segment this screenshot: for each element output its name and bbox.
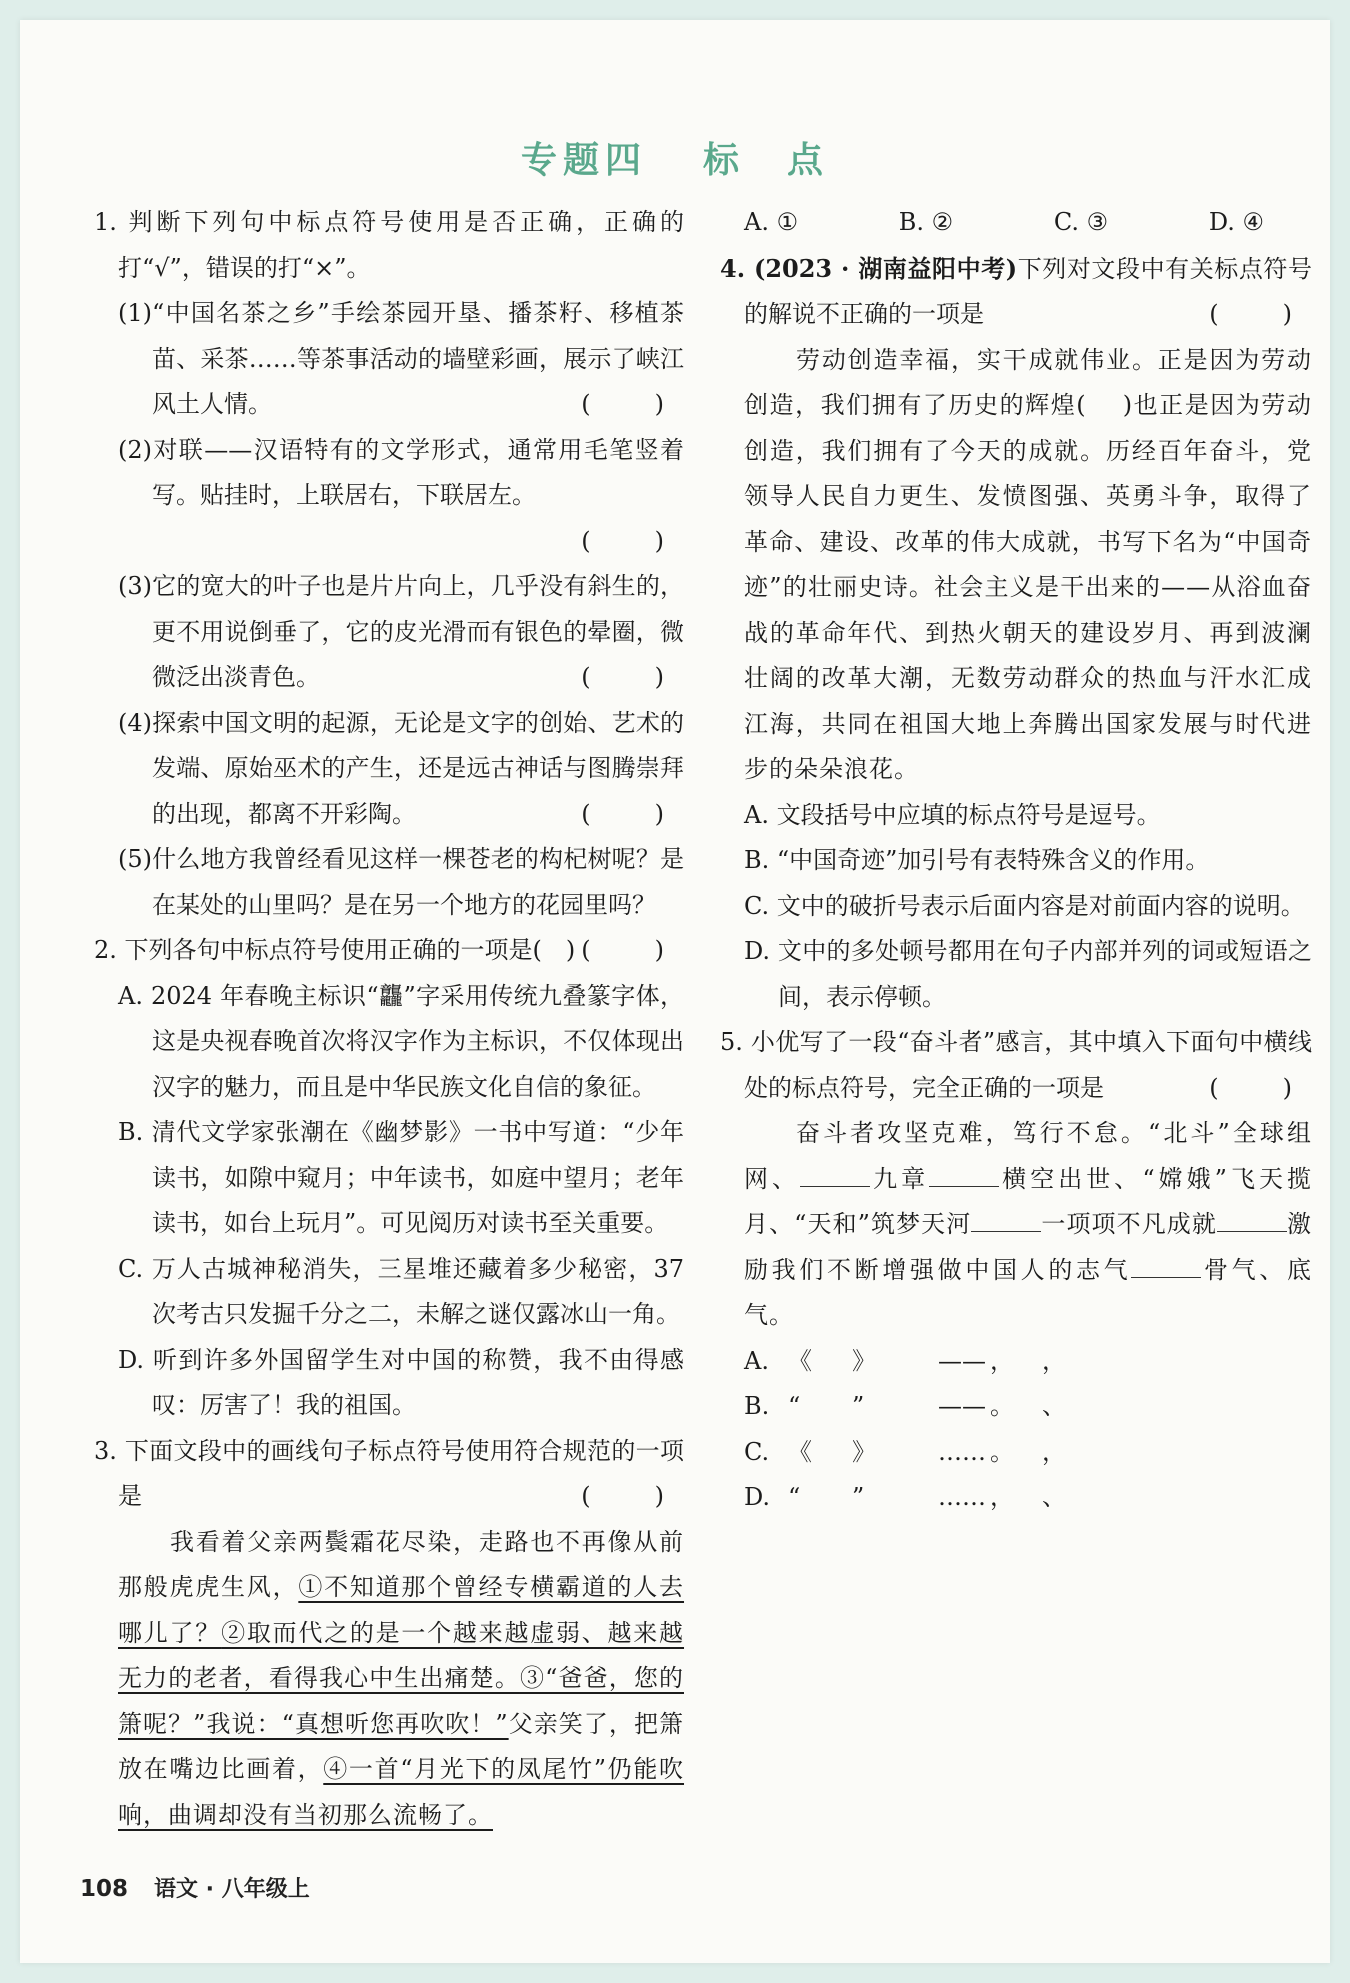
q5-option-a: A. 《 》 —— ， ，: [744, 1346, 1066, 1375]
q2-stem: 2. 下列各句中标点符号使用正确的一项是( ): [94, 936, 576, 964]
q2-option-a: A. 2024 年春晚主标识“龘”字采用传统九叠篆字体，这是央视春晚首次将汉字作为主标识，不仅体现出汉字的魅力，而且是中华民族文化自信的象征。: [118, 981, 684, 1101]
q3-sentence-2: ②取而代之的是一个越来越虚弱、越来越无力的老者，看得我心中生出痛楚。: [118, 1618, 685, 1692]
q4-option-b: B. “中国奇迹”加引号有表特殊含义的作用。: [744, 846, 1210, 874]
q3-choices: [720, 200, 1264, 246]
q5-blank-3: [971, 1209, 1041, 1232]
q5-option-b: B. “ ” —— 。 、: [744, 1392, 1066, 1420]
title-subject: 标 点: [703, 139, 830, 181]
q3-choice-b: B. ②: [898, 208, 954, 236]
q4-option-d: D. 文中的多处顿号都用在句子内部并列的词或短语之间，表示停顿。: [744, 937, 1312, 1011]
left-column: [94, 200, 684, 1838]
q3-choice-d: D. ④: [1208, 208, 1264, 236]
q5-blank-4: [1217, 1209, 1287, 1232]
q2-option-b: B. 清代文学家张潮在《幽梦影》一书中写道：“少年读书，如隙中窥月；中年读书，如庭中望月；老年读书，如台上玩月”。可见阅历对读书至关重要。: [118, 1118, 684, 1237]
title-topic: 专题四: [520, 139, 647, 181]
q4-option-a: A. 文段括号中应填的标点符号是逗号。: [744, 800, 1161, 829]
q5-blank-5: [1131, 1255, 1201, 1278]
book-title: 语文 · 八年级上: [154, 1877, 310, 1902]
q5-option-c: C. 《 》 …… 。 ，: [744, 1437, 1066, 1466]
q1-item-1: (1)“中国名茶之乡”手绘茶园开垦、播茶籽、移植茶苗、采茶……等茶事活动的墙壁彩画，展示了峡江风土人情。 ( ): [118, 299, 684, 418]
q1-item-5: (5)什么地方我曾经看见这样一棵苍老的构杞树呢？是在某处的山里吗？是在另一个地方的花园里吗？ ( ): [118, 845, 684, 964]
q1-item-4: (4)探索中国文明的起源，无论是文字的创始、艺术的发端、原始巫术的产生，还是远古神话与图腾崇拜的出现，都离不开彩陶。 ( ): [118, 708, 684, 828]
q5-passage: 奋斗者攻坚克难，笃行不怠。“北斗”全球组网、 九章 横空出世、“嫦娥”飞天揽月、“天和”筑梦天河 一项项不凡成就 激励我们不断增强做中国人的志气 骨气、底气。: [744, 1119, 1313, 1329]
q5-blank-2: [929, 1164, 999, 1187]
q5-option-d: D. “ ” …… ， 、: [744, 1483, 1066, 1511]
q2-option-d: D. 听到许多外国留学生对中国的称赞，我不由得感叹：厉害了！我的祖国。: [118, 1345, 684, 1419]
right-column: [720, 200, 1312, 1521]
q3-sentence-1: ①不知道那个曾经专横霸道的人去哪儿了？: [118, 1573, 685, 1647]
page-number: 108: [80, 1876, 129, 1902]
q1-item-3: (3)它的宽大的叶子也是片片向上，几乎没有斜生的，更不用说倒垂了，它的皮光滑而有银色的晕圈，微微泛出淡青色。 ( ): [118, 572, 684, 691]
q3-choice-a: A. ①: [744, 208, 799, 236]
q4-passage: 劳动创造幸福，实干成就伟业。正是因为劳动创造，我们拥有了历史的辉煌( )也正是因为劳动创造，我们拥有了今天的成就。历经百年奋斗，党领导人民自力更生、发愤图强、英勇斗争，取得了革命、建设、改革的伟大成就，书写下名为“中国奇迹”的壮丽史诗。社会主义是干出来的——从浴血奋战的革命年代、到热火朝天的建设岁月、再到波澜壮阔的改革大潮，无数劳动群众的热血与汗水汇成江海，共同在祖国大地上奔腾出国家发展与时代进步的朵朵浪花。: [744, 345, 1312, 783]
page-title: [20, 132, 1330, 183]
q5-options: [720, 1339, 1312, 1521]
page-footer: [80, 1872, 310, 1903]
q3-sentence-3: ③“爸爸，您的箫呢？”我说：“真想听您再吹吹！”: [118, 1664, 684, 1738]
q3-passage: 我看着父亲两鬓霜花尽染，走路也不再像从前那般虎虎生风，①不知道那个曾经专横霸道的人去哪儿了？②取而代之的是一个越来越虚弱、越来越无力的老者，看得我心中生出痛楚。③“爸爸，您的箫呢？”我说：“真想听您再吹吹！”父亲笑了，把箫放在嘴边比画着，④一首“月光下的凤尾竹”仍能吹响，曲调却没有当初那么流畅了。: [118, 1527, 685, 1829]
q5-blank-1: [800, 1164, 870, 1187]
q4-stem: 4. (2023 · 湖南益阳中考)下列对文段中有关标点符号的解说不正确的一项是 ( ): [720, 253, 1313, 328]
q3-choice-c: C. ③: [1053, 208, 1109, 236]
q4-option-c: C. 文中的破折号表示后面内容是对前面内容的说明。: [744, 891, 1305, 920]
q1-stem: 1. 判断下列句中标点符号使用是否正确，正确的打“√”，错误的打“×”。: [94, 208, 684, 282]
page: [20, 20, 1330, 1963]
q3-stem: 3. 下面文段中的画线句子标点符号使用符合规范的一项是 ( ): [94, 1436, 684, 1510]
q5-stem: 5. 小优写了一段“奋斗者”感言，其中填入下面句中横线处的标点符号，完全正确的一项是 ( ): [720, 1028, 1312, 1102]
q3-sentence-4: ④一首“月光下的凤尾竹”仍能吹响，曲调却没有当初那么流畅了。: [118, 1755, 685, 1829]
q2-option-c: C. 万人古城神秘消失，三星堆还藏着多少秘密，37 次考古只发掘千分之二，未解之谜仅露冰山一角。: [118, 1254, 684, 1328]
q1-item-2: (2)对联——汉语特有的文学形式，通常用毛笔竖着写。贴挂时，上联居右，下联居左。 ( ): [118, 435, 684, 555]
